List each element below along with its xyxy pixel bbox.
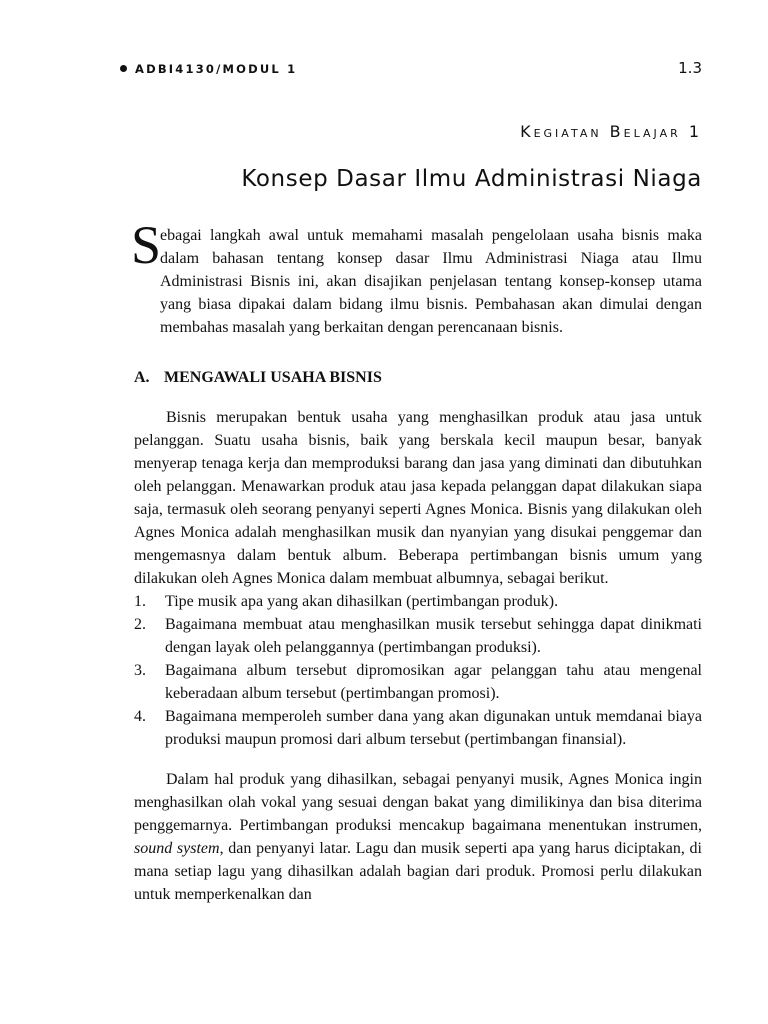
intro-paragraph [131, 215, 702, 339]
paragraph-product-text-1: Dalam hal produk yang dihasilkan, sebagai penyanyi musik, Agnes Monica ingin menghasilkan olah vokal yang sesuai dengan bakat yang dimilikinya dan bisa diterima penggemarnya. Pertimbangan produksi mencakup bagaimana menentukan instrumen, [134, 771, 702, 834]
list-number: 1. [134, 593, 146, 610]
paragraph-business: Bisnis merupakan bentuk usaha yang menghasilkan produk atau jasa untuk pelanggan. Suatu usaha bisnis, baik yang berskala kecil maupun besar, banyak menyerap tenaga kerja dan memproduksi barang dan jasa yang diminati dan dibutuhkan oleh pelanggan. Menawarkan produk atau jasa kepada pelanggan dapat dilakukan siapa saja, termasuk oleh seorang penyanyi seperti Agnes Monica. Bisnis yang dilakukan oleh Agnes Monica adalah menghasilkan musik dan nyanyian yang disukai penggemar dan mengemasnya dalam bentuk album. Beberapa pertimbangan bisnis umum yang dilakukan oleh Agnes Monica dalam membuat albumnya, sebagai berikut. [134, 409, 702, 587]
list-number: 4. [134, 708, 146, 725]
italic-term: sound system [134, 840, 220, 857]
drop-cap: S [131, 215, 162, 275]
module-code-text: ADBI4130/MODUL 1 [135, 62, 298, 76]
considerations-list [134, 590, 702, 751]
list-number: 2. [134, 616, 146, 633]
chapter-title: Konsep Dasar Ilmu Administrasi Niaga [241, 166, 702, 192]
section-label: Kegiatan Belajar 1 [520, 122, 702, 141]
module-code [120, 62, 297, 76]
list-text: Tipe musik apa yang akan dihasilkan (pertimbangan produk). [165, 593, 559, 610]
body-text [131, 215, 702, 906]
list-item [134, 590, 702, 613]
list-item [134, 659, 702, 705]
bullet-icon [120, 65, 127, 72]
list-item [134, 705, 702, 751]
page-number: 1.3 [678, 59, 702, 77]
list-text: Bagaimana memperoleh sumber dana yang akan digunakan untuk memdanai biaya produksi maupun promosi dari album tersebut (pertimbangan finansial). [165, 708, 702, 748]
section-heading-text: MENGAWALI USAHA BISNIS [164, 369, 382, 386]
list-item [134, 613, 702, 659]
list-text: Bagaimana membuat atau menghasilkan musik tersebut sehingga dapat dinikmati dengan layak oleh pelanggannya (pertimbangan produksi). [165, 616, 702, 656]
section-heading [134, 366, 702, 389]
paragraph-product-text-2: , dan penyanyi latar. Lagu dan musik seperti apa yang harus diciptakan, di mana setiap lagu yang dihasilkan adalah bagian dari produk. Promosi perlu dilakukan untuk memperkenalkan dan [134, 840, 702, 903]
running-header [120, 59, 702, 82]
paragraph-product [134, 768, 702, 906]
list-number: 3. [134, 662, 146, 679]
list-text: Bagaimana album tersebut dipromosikan agar pelanggan tahu atau mengenal keberadaan album tersebut (pertimbangan promosi). [165, 662, 702, 702]
intro-text: ebagai langkah awal untuk memahami masalah pengelolaan usaha bisnis maka dalam bahasan tentang konsep dasar Ilmu Administrasi Niaga atau Ilmu Administrasi Bisnis ini, akan disajikan penjelasan tentang konsep-konsep utama yang biasa dipakai dalam bidang ilmu bisnis. Pembahasan akan dimulai dengan membahas masalah yang berkaitan dengan perencanaan bisnis. [160, 227, 702, 336]
paragraph-gap [134, 751, 702, 768]
section-marker: A. [134, 369, 150, 386]
